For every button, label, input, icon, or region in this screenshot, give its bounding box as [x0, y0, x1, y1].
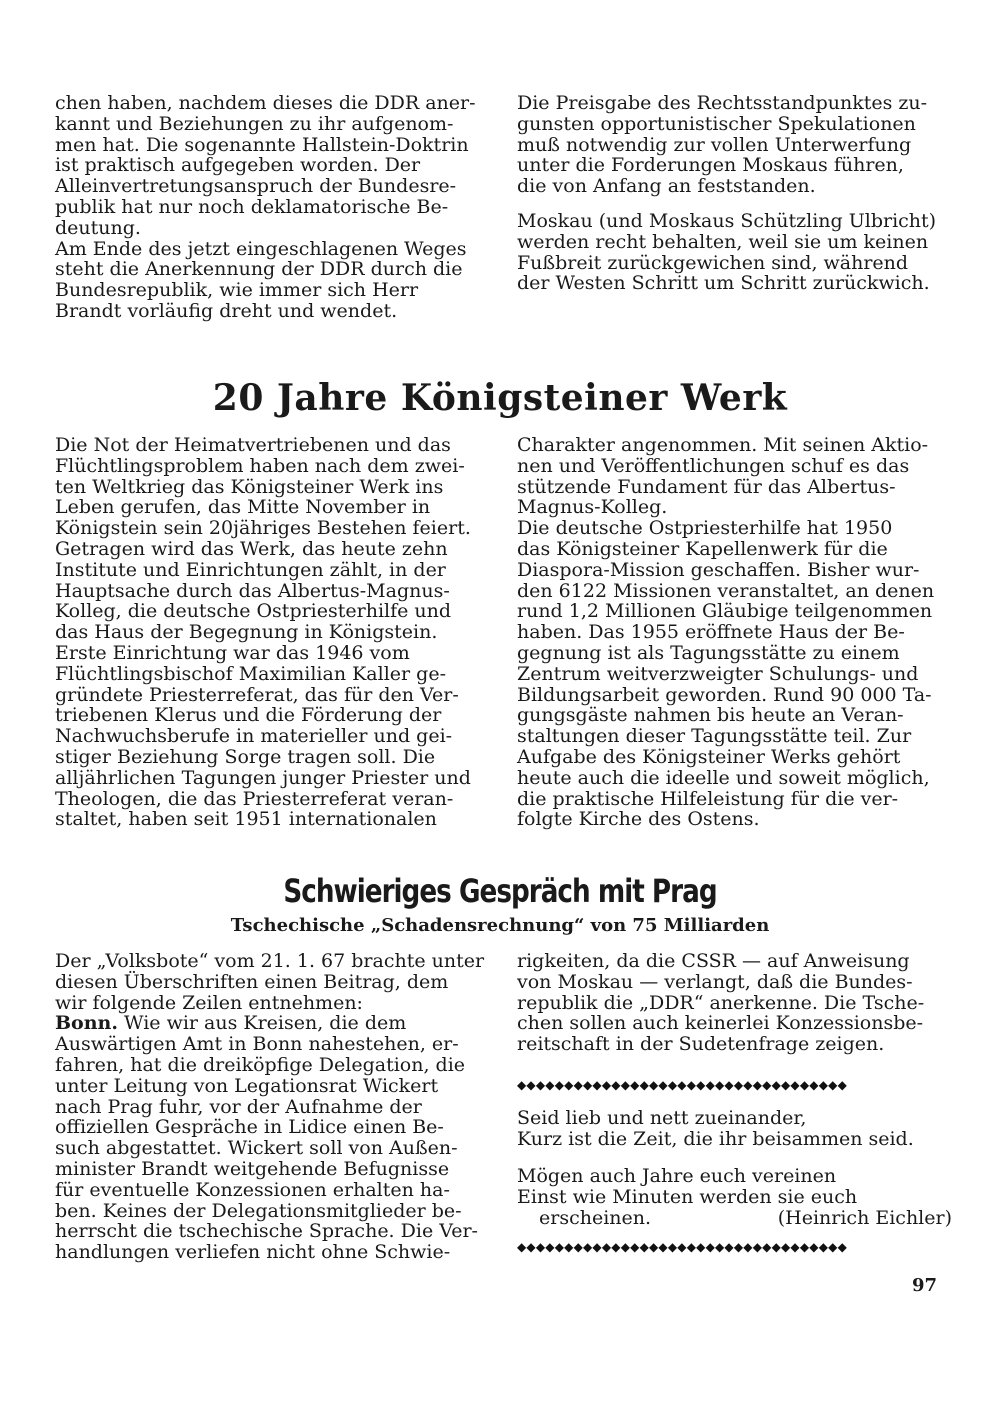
text-line: stützende Fundament für das Albertus-	[517, 475, 896, 498]
poem-line: Seid lieb und nett zueinander,	[517, 1107, 807, 1129]
text-line: Nachwuchsberufe in materieller und gei-	[55, 725, 453, 748]
text-line: men hat. Die sogenannte Hallstein-Doktrin	[55, 133, 469, 156]
text-line: Brandt vorläufig dreht und wendet.	[55, 299, 398, 322]
poem-last-line	[517, 1208, 952, 1229]
text-line: nach Prag fuhr, vor der Aufnahme der	[55, 1095, 422, 1118]
text-line: diesen Überschriften einen Beitrag, dem	[55, 970, 449, 993]
text-line: Bundesrepublik, wie immer sich Herr	[55, 279, 419, 302]
text-line: Charakter angenommen. Mit seinen Aktio-	[517, 434, 929, 456]
text-line: Auswärtigen Amt in Bonn nahestehen, er-	[55, 1033, 459, 1056]
poem-line: Kurz ist die Zeit, die ihr beisammen seid.	[517, 1127, 914, 1150]
text-line: offiziellen Gespräche in Lidice einen Be-	[55, 1116, 444, 1139]
text-line: Der „Volksbote“ vom 21. 1. 67 brachte unter	[55, 950, 485, 972]
text-line: Institute und Einrichtungen zählt, in der	[55, 558, 446, 581]
text-line: Erste Einrichtung war das 1946 vom	[55, 641, 410, 664]
text-line: unter die Forderungen Moskaus führen,	[517, 154, 904, 177]
diamond-ornament-top: ◆◆◆◆◆◆◆◆◆◆◆◆◆◆◆◆◆◆◆◆◆◆◆◆◆◆◆◆◆◆◆◆◆◆◆	[517, 1078, 847, 1092]
text-line: Fußbreit zurückgewichen sind, während	[517, 251, 909, 274]
text-line: handlungen verliefen nicht ohne Schwie-	[55, 1241, 451, 1264]
text-line: wir folgende Zeilen entnehmen:	[55, 991, 363, 1014]
top-left-column	[55, 93, 487, 322]
text-line: such abgestattet. Wickert soll von Außen-	[55, 1137, 458, 1160]
text-line: fahren, hat die dreiköpfige Delegation, die	[55, 1053, 466, 1076]
text-line: triebenen Klerus und die Förderung der	[55, 704, 442, 727]
text-line: das Haus der Begegnung in Königstein.	[55, 621, 438, 644]
text-line: Getragen wird das Werk, das heute zehn	[55, 537, 448, 560]
text-line: Diaspora-Mission geschaffen. Bisher wur-	[517, 558, 920, 581]
poem-attribution: (Heinrich Eichler)	[777, 1206, 952, 1229]
text-line: ben. Keines der Delegationsmitglieder be-	[55, 1199, 462, 1222]
text-line: Die deutsche Ostpriesterhilfe hat 1950	[517, 517, 893, 540]
text-line: Theologen, die das Priesterreferat veran-	[55, 787, 454, 810]
text-line: publik hat nur noch deklamatorische Be-	[55, 195, 449, 218]
poem-line: Einst wie Minuten werden sie euch	[517, 1185, 858, 1208]
text-line: ist praktisch aufgegeben worden. Der	[55, 154, 421, 177]
text-line: alljährlichen Tagungen junger Priester und	[55, 766, 471, 789]
text-line: gunsten opportunistischer Spekulationen	[517, 112, 916, 135]
text-line: unter Leitung von Legationsrat Wickert	[55, 1074, 439, 1097]
text-line: die praktische Hilfeleistung für die ver-	[517, 787, 899, 810]
text-line: Flüchtlingsproblem haben nach dem zwei-	[55, 454, 465, 477]
text-line: rund 1,2 Millionen Gläubige teilgenommen	[517, 600, 933, 623]
poem-line: Mögen auch Jahre euch vereinen	[517, 1165, 837, 1187]
text-line: den 6122 Missionen veranstaltet, an denen	[517, 579, 935, 602]
text-line: herrscht die tschechische Sprache. Die Ver-	[55, 1220, 478, 1243]
article1-left-column	[55, 435, 489, 830]
text-line: für eventuelle Konzessionen erhalten ha-	[55, 1178, 450, 1201]
text-line: Moskau (und Moskaus Schützling Ulbricht)	[517, 209, 937, 232]
poem-stanza-1	[517, 1108, 952, 1150]
text-fragment: Wie wir aus Kreisen, die dem	[117, 1012, 407, 1035]
top-right-column	[517, 93, 952, 294]
text-line: Kolleg, die deutsche Ostpriesterhilfe und	[55, 600, 452, 623]
text-line: folgte Kirche des Ostens.	[517, 808, 760, 831]
article2-left-column	[55, 951, 487, 1263]
text-line: minister Brandt weitgehende Befugnisse	[55, 1157, 450, 1180]
text-line: von Moskau — verlangt, daß die Bundes-	[517, 970, 913, 993]
text-line: Flüchtlingsbischof Maximilian Kaller ge-	[55, 662, 446, 685]
article1-heading: 20 Jahre Königsteiner Werk	[212, 377, 788, 419]
text-line: die von Anfang an feststanden.	[517, 175, 816, 198]
poem-line-text: erscheinen.	[539, 1206, 652, 1229]
dateline: Bonn.	[55, 1012, 118, 1035]
text-line: nen und Veröffentlichungen schuf es das	[517, 454, 910, 477]
text-line: kannt und Beziehungen zu ihr aufgenom-	[55, 112, 454, 135]
lead-line	[55, 1013, 487, 1034]
text-line: der Westen Schritt um Schritt zurückwich.	[517, 272, 930, 295]
text-line: Die Not der Heimatvertriebenen und das	[55, 434, 451, 456]
text-line: gründete Priesterreferat, das für den Ver-	[55, 683, 459, 706]
text-line: deutung.	[55, 216, 141, 239]
text-line: werden recht behalten, weil sie um keinen	[517, 230, 929, 253]
text-line: gungsgäste nahmen bis heute an Veran-	[517, 704, 904, 727]
text-line: chen sollen auch keinerlei Konzessionsbe-	[517, 1012, 924, 1035]
text-line: Bildungsarbeit geworden. Rund 90 000 Ta-	[517, 683, 932, 706]
poem-stanza-2	[517, 1166, 952, 1228]
text-line: heute auch die ideelle und soweit möglich,	[517, 766, 930, 789]
page-number: 97	[912, 1275, 938, 1296]
article2-heading: Schwieriges Gespräch mit Prag	[283, 872, 717, 910]
text-line: rigkeiten, da die CSSR — auf Anweisung	[517, 950, 910, 972]
text-line: Am Ende des jetzt eingeschlagenen Weges	[55, 237, 467, 260]
text-line: reitschaft in der Sudetenfrage zeigen.	[517, 1033, 885, 1056]
text-line: gegnung ist als Tagungsstätte zu einem	[517, 641, 900, 664]
text-line: republik die „DDR“ anerkenne. Die Tsche-	[517, 991, 925, 1014]
text-line: chen haben, nachdem dieses die DDR aner-	[55, 92, 476, 114]
text-line: haben. Das 1955 eröffnete Haus der Be-	[517, 621, 905, 644]
article2-right-column	[517, 951, 952, 1055]
text-line: ten Weltkrieg das Königsteiner Werk ins	[55, 475, 444, 498]
text-line: staltungen dieser Tagungsstätte teil. Zur	[517, 725, 912, 748]
text-line: muß notwendig zur vollen Unterwerfung	[517, 133, 912, 156]
article2-subheading: Tschechische „Schadensrechnung“ von 75 Milliarden	[230, 915, 770, 936]
text-line: Alleinvertretungsanspruch der Bundesre-	[55, 175, 457, 198]
diamond-ornament-bottom: ◆◆◆◆◆◆◆◆◆◆◆◆◆◆◆◆◆◆◆◆◆◆◆◆◆◆◆◆◆◆◆◆◆◆◆	[517, 1240, 847, 1254]
text-line: Königstein sein 20jähriges Bestehen feiert.	[55, 517, 471, 540]
text-line: Magnus-Kolleg.	[517, 496, 668, 519]
text-line: Die Preisgabe des Rechtsstandpunktes zu-	[517, 92, 928, 114]
article1-right-column	[517, 435, 952, 830]
text-line: staltet, haben seit 1951 internationalen	[55, 808, 437, 831]
text-line: Hauptsache durch das Albertus-Magnus-	[55, 579, 450, 602]
text-line: das Königsteiner Kapellenwerk für die	[517, 537, 888, 560]
text-line: steht die Anerkennung der DDR durch die	[55, 258, 463, 281]
text-line: Leben gerufen, das Mitte November in	[55, 496, 431, 519]
text-line: Zentrum weitverzweigter Schulungs- und	[517, 662, 919, 685]
text-line: stiger Beziehung Sorge tragen soll. Die	[55, 745, 436, 768]
text-line: Aufgabe des Königsteiner Werks gehört	[517, 745, 901, 768]
